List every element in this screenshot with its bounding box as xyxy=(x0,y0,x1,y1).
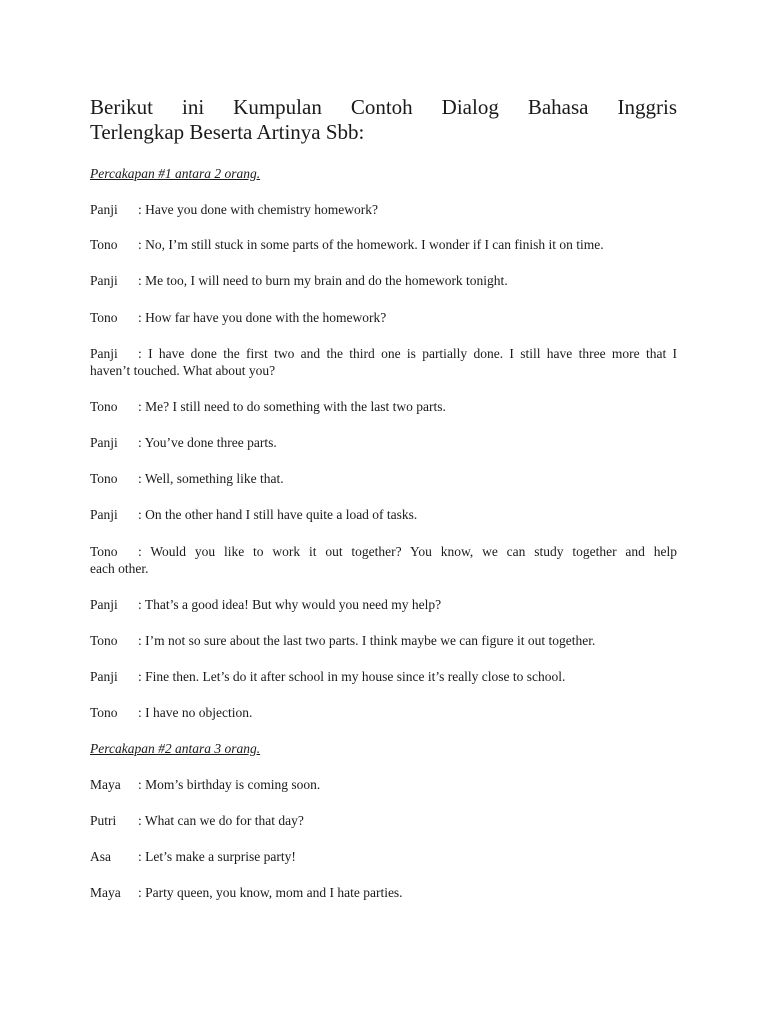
speaker-name: Panji xyxy=(90,346,118,361)
dialog-line-continuation: each other. xyxy=(90,561,149,576)
dialog-text: : What can we do for that day? xyxy=(138,813,304,828)
dialog-line xyxy=(90,470,284,488)
dialog-line xyxy=(90,434,277,452)
dialog-text: : Well, something like that. xyxy=(138,471,284,486)
speaker-name: Panji xyxy=(90,507,118,522)
dialog-line xyxy=(90,884,403,902)
dialog-line xyxy=(90,543,677,561)
speaker-name: Panji xyxy=(90,597,118,612)
dialog-text: : You’ve done three parts. xyxy=(138,435,277,450)
dialog-line xyxy=(90,236,604,254)
speaker-name: Tono xyxy=(90,705,118,720)
section-heading-1: Percakapan #1 antara 2 orang. xyxy=(90,166,261,181)
dialog-line xyxy=(90,345,677,363)
dialog-line xyxy=(90,309,386,327)
dialog-line xyxy=(90,272,508,290)
dialog-text: : I have no objection. xyxy=(138,705,253,720)
dialog-line xyxy=(90,812,304,830)
dialog-line xyxy=(90,632,595,650)
speaker-name: Tono xyxy=(90,544,118,559)
dialog-text: : Party queen, you know, mom and I hate parties. xyxy=(138,885,403,900)
speaker-name: Tono xyxy=(90,633,118,648)
dialog-text: : Fine then. Let’s do it after school in my house since it’s really close to school. xyxy=(138,669,566,684)
dialog-text: : Have you done with chemistry homework? xyxy=(138,202,378,217)
speaker-name: Tono xyxy=(90,237,118,252)
speaker-name: Panji xyxy=(90,273,118,288)
title-line-1: Berikut ini Kumpulan Contoh Dialog Bahasa Inggris xyxy=(90,95,677,119)
speaker-name: Putri xyxy=(90,813,117,828)
speaker-name: Maya xyxy=(90,777,121,792)
dialog-text: : That’s a good idea! But why would you need my help? xyxy=(138,597,442,612)
dialog-line xyxy=(90,776,320,794)
dialog-text: : I’m not so sure about the last two parts. I think maybe we can figure it out together. xyxy=(138,633,596,648)
dialog-line-continuation: haven’t touched. What about you? xyxy=(90,363,276,378)
dialog-text: : On the other hand I still have quite a load of tasks. xyxy=(138,507,418,522)
dialog-line xyxy=(90,201,378,219)
dialog-text: : I have done the first two and the third one is partially done. I still have three more that I xyxy=(138,346,677,361)
dialog-text: : Would you like to work it out together? You know, we can study together and help xyxy=(138,544,677,559)
dialog-line xyxy=(90,668,565,686)
dialog-line xyxy=(90,704,252,722)
dialog-text: : Let’s make a surprise party! xyxy=(138,849,296,864)
speaker-name: Tono xyxy=(90,310,118,325)
dialog-text: : Mom’s birthday is coming soon. xyxy=(138,777,321,792)
dialog-line xyxy=(90,596,441,614)
speaker-name: Asa xyxy=(90,849,111,864)
dialog-line xyxy=(90,506,417,524)
speaker-name: Maya xyxy=(90,885,121,900)
speaker-name: Tono xyxy=(90,471,118,486)
speaker-name: Tono xyxy=(90,399,118,414)
speaker-name: Panji xyxy=(90,435,118,450)
speaker-name: Panji xyxy=(90,669,118,684)
speaker-name: Panji xyxy=(90,202,118,217)
dialog-text: : No, I’m still stuck in some parts of the homework. I wonder if I can finish it on time. xyxy=(138,237,604,252)
dialog-line xyxy=(90,398,446,416)
dialog-text: : Me? I still need to do something with the last two parts. xyxy=(138,399,446,414)
dialog-text: : Me too, I will need to burn my brain and do the homework tonight. xyxy=(138,273,508,288)
dialog-line xyxy=(90,848,296,866)
section-heading-2: Percakapan #2 antara 3 orang. xyxy=(90,741,261,756)
dialog-text: : How far have you done with the homework? xyxy=(138,310,387,325)
title-line-2: Terlengkap Beserta Artinya Sbb: xyxy=(90,120,365,144)
